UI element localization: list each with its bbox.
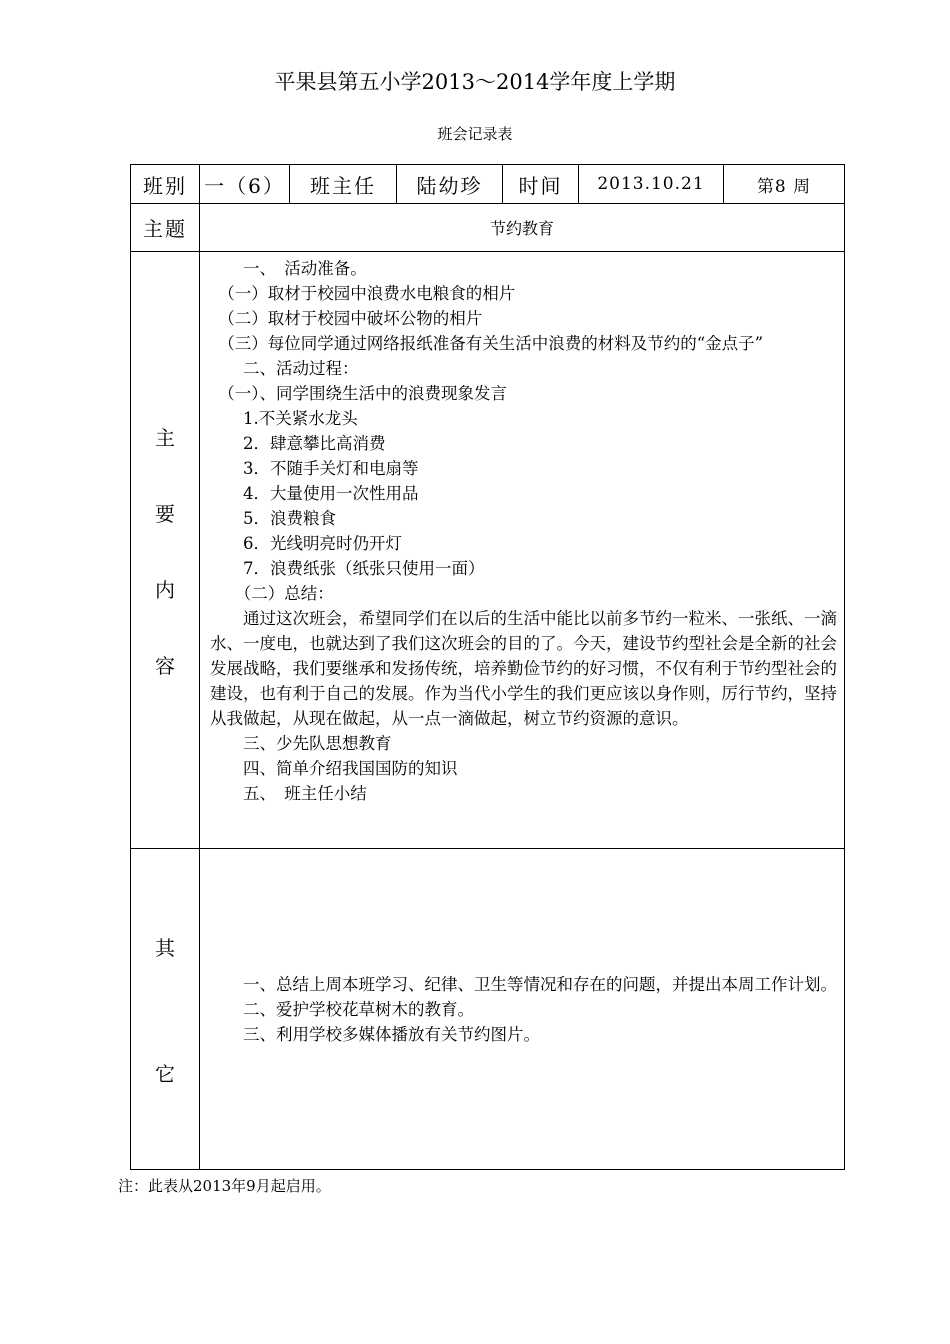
content-line: （三）每位同学通过网络报纸准备有关生活中浪费的材料及节约的“金点子” — [210, 334, 764, 353]
topic-label: 主题 — [131, 204, 200, 252]
time-label: 时间 — [503, 165, 579, 204]
other-line: 一、总结上周本班学习、纪律、卫生等情况和存在的问题，并提出本周工作计划。 — [210, 974, 837, 994]
other-text — [200, 972, 844, 1047]
content-line: 5．浪费粮食 — [210, 509, 336, 528]
content-line: 二、活动过程： — [210, 359, 359, 378]
content-line: 3．不随手关灯和电扇等 — [210, 459, 419, 478]
other-label-char: 其 — [155, 935, 175, 960]
class-label: 班别 — [131, 165, 200, 204]
content-line: （二）总结： — [210, 584, 334, 603]
week-value: 第8 周 — [724, 165, 845, 204]
class-value: 一（6） — [200, 165, 290, 204]
main-content-label — [131, 252, 200, 849]
footnote: 注：此表从2013年9月起启用。 — [118, 1177, 331, 1195]
record-table — [130, 164, 845, 1170]
main-content-text — [200, 252, 844, 806]
other-label-char: 它 — [155, 1061, 175, 1086]
other-line: 三、利用学校多媒体播放有关节约图片。 — [210, 1024, 540, 1044]
main-content-label-char: 主 — [155, 425, 175, 450]
teacher-value: 陆幼珍 — [397, 165, 503, 204]
content-line: 4．大量使用一次性用品 — [210, 484, 419, 503]
header-row — [131, 165, 845, 204]
main-content-label-char: 容 — [155, 653, 175, 678]
content-line: 一、 活动准备。 — [210, 259, 367, 278]
main-content-label-char: 要 — [155, 501, 175, 526]
content-line: 2．肆意攀比高消费 — [210, 434, 386, 453]
main-content-label-char: 内 — [155, 577, 175, 602]
topic-row — [131, 204, 845, 252]
main-content-cell — [200, 252, 845, 849]
content-line: 1.不关紧水龙头 — [210, 409, 358, 428]
date-value: 2013.10.21 — [579, 165, 724, 204]
content-line: 三、少先队思想教育 — [210, 734, 392, 753]
summary-paragraph: 通过这次班会，希望同学们在以后的生活中能比以前多节约一粒米、一张纸、一滴水、一度电，也就达到了我们这次班会的目的了。今天，建设节约型社会是全新的社会发展战略，我们要继承和发扬传统，培养勤俭节约的好习惯，不仅有利于节约型社会的建设，也有利于自己的发展。作为当代小学生的我们更应该以身作则，厉行节约，坚持从我做起，从现在做起，从一点一滴做起，树立节约资源的意识。 — [210, 609, 837, 728]
other-label — [131, 849, 200, 1170]
content-line: 7．浪费纸张（纸张只使用一面） — [210, 559, 485, 578]
document-title: 平果县第五小学2013～2014学年度上学期 — [274, 70, 676, 94]
content-line: （一）、同学围绕生活中的浪费现象发言 — [210, 384, 507, 403]
content-line: （二）取材于校园中破坏公物的相片 — [210, 309, 483, 328]
document-subtitle: 班会记录表 — [437, 125, 513, 143]
topic-value: 节约教育 — [200, 204, 845, 252]
content-line: 五、 班主任小结 — [210, 784, 367, 803]
content-line: 6．光线明亮时仍开灯 — [210, 534, 402, 553]
teacher-label: 班主任 — [290, 165, 397, 204]
other-row — [131, 849, 845, 1170]
content-line: 四、简单介绍我国国防的知识 — [210, 759, 458, 778]
content-line: （一）取材于校园中浪费水电粮食的相片 — [210, 284, 516, 303]
main-content-row — [131, 252, 845, 849]
other-cell — [200, 849, 845, 1170]
other-line: 二、爱护学校花草树木的教育。 — [210, 999, 474, 1019]
